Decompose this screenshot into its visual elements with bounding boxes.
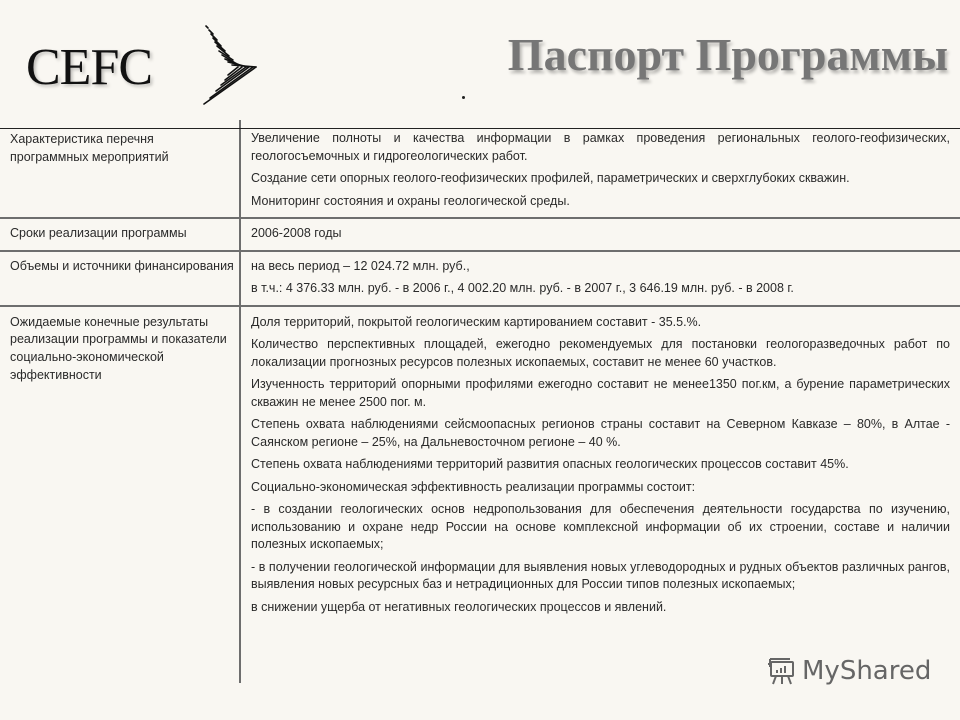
logo-text: CEFC bbox=[26, 39, 153, 96]
row-label: Сроки реализации программы bbox=[10, 226, 187, 240]
row-content bbox=[241, 219, 960, 250]
paragraph: на весь период – 12 024.72 млн. руб., bbox=[251, 258, 470, 273]
row-label: Характеристика перечня программных мероприятий bbox=[10, 132, 169, 164]
presentation-board-icon bbox=[766, 656, 796, 686]
row-content bbox=[241, 129, 960, 217]
paragraph: - в получении геологической информации для выявления новых углеводородных и рудных объектов различных рангов, выявления новых ресурсных баз и нетрадиционных для России типов полезных ископаемых; bbox=[251, 559, 950, 591]
table-row bbox=[0, 129, 960, 219]
paragraph: Степень охвата наблюдениями территорий развития опасных геологических процессов составит 45%. bbox=[251, 457, 849, 471]
table-row bbox=[0, 252, 960, 307]
paragraph: Мониторинг состояния и охраны геологической среды. bbox=[251, 193, 570, 208]
row-content bbox=[241, 307, 960, 624]
paragraph: Доля территорий, покрытой геологическим картированием составит - 35.5.%. bbox=[251, 314, 702, 329]
table-row bbox=[0, 307, 960, 624]
paragraph: в т.ч.: 4 376.33 млн. руб. - в 2006 г., 4 002.20 млн. руб. - в 2007 г., 3 646.19 млн. руб. - в 2008 г. bbox=[251, 281, 794, 295]
striped-arrow-icon bbox=[176, 24, 286, 106]
paragraph: Количество перспективных площадей, ежегодно рекомендуемых для постановки геологоразведочных работ по локализации прогнозных ресурсов полезных ископаемых, составит не менее 60 участков. bbox=[251, 337, 950, 369]
row-label: Объемы и источники финансирования bbox=[10, 258, 234, 273]
table-row bbox=[0, 219, 960, 252]
bullet-dot bbox=[462, 96, 465, 99]
row-content bbox=[241, 252, 960, 305]
row-label: Ожидаемые конечные результаты реализации программы и показатели социально-экономической эффективности bbox=[10, 314, 227, 382]
paragraph: Социально-экономическая эффективность реализации программы состоит: bbox=[251, 479, 696, 494]
paragraph: - в создании геологических основ недропользования для обеспечения деятельности государства по изучению, использованию и охране недр России на основе комплексной информации об их строении, составе и наличии полезных ископаемых; bbox=[251, 502, 950, 551]
paragraph: Степень охвата наблюдениями сейсмоопасных регионов страны составит на Северном Кавказе – 80%, в Алтае - Саянском регионе – 25%, на Дальневосточном регионе – 40 %. bbox=[251, 417, 950, 449]
myshared-watermark bbox=[766, 656, 931, 686]
cefc-logo bbox=[26, 24, 266, 108]
page-title: Паспорт Программы bbox=[507, 29, 948, 80]
paragraph: в снижении ущерба от негативных геологических процессов и явлений. bbox=[251, 599, 667, 614]
paragraph: Изученность территорий опорными профилями ежегодно составит не менее1350 пог.км, а бурение параметрических скважин не менее 2500 пог. м. bbox=[251, 377, 950, 409]
paragraph: Создание сети опорных геолого-геофизических профилей, параметрических и сверхглубоких скважин. bbox=[251, 171, 850, 185]
paragraph: 2006-2008 годы bbox=[251, 226, 342, 240]
paragraph: Увеличение полноты и качества информации в рамках проведения региональных геолого-геофизических, геологосъемочных и гидрогеологических работ. bbox=[251, 131, 950, 163]
program-passport-table bbox=[0, 128, 960, 623]
watermark-text: MyShared bbox=[802, 656, 932, 686]
